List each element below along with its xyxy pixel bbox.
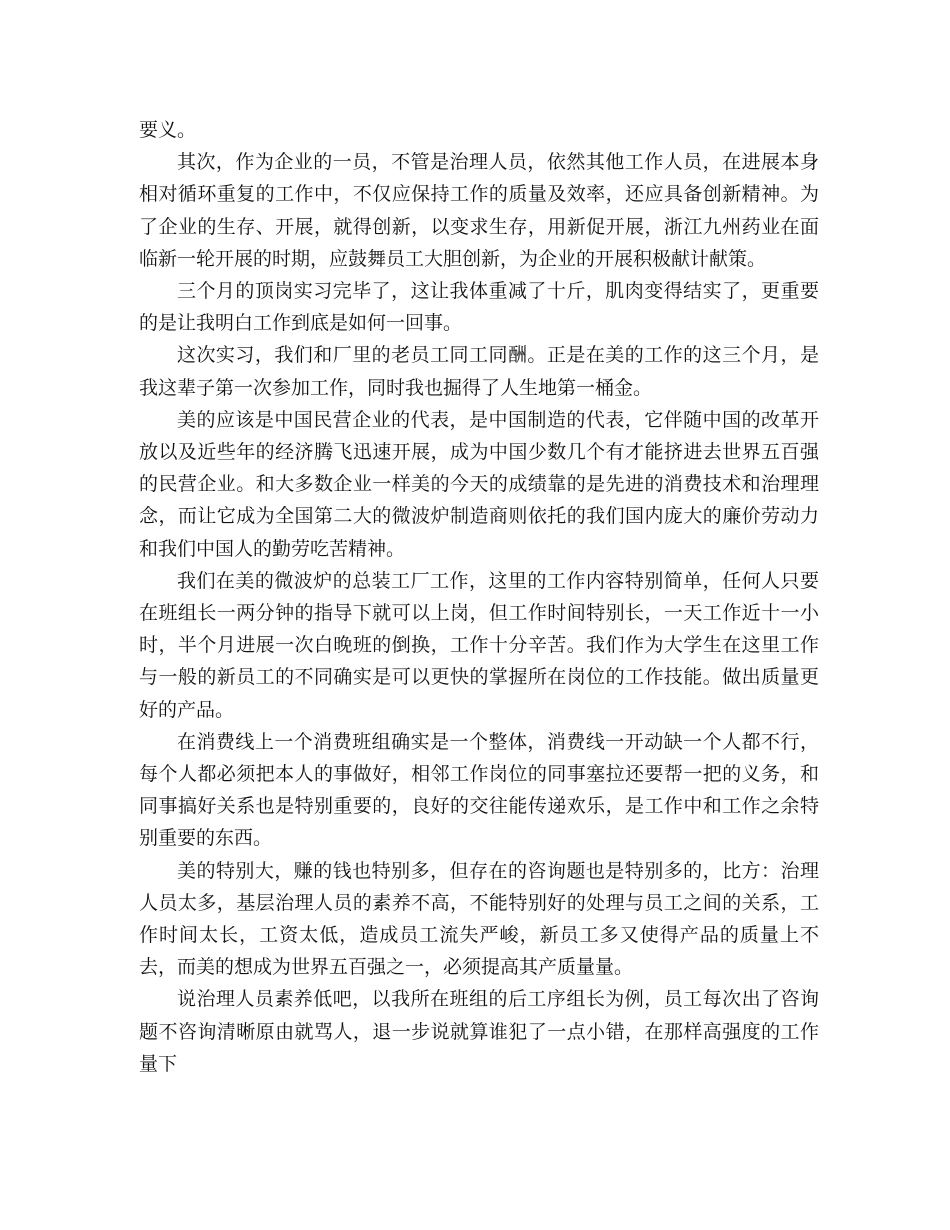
paragraph-6: 我们在美的微波炉的总装工厂工作，这里的工作内容特别简单，任何人只要在班组长一两分钟的指导下就可以上岗，但工作时间特别长，一天工作近十一小时，半个月进展一次白晚班的倒换，工作十分辛苦。我们作为大学生在这里工作与一般的新员工的不同确实是可以更快的掌握所在岗位的工作技能。做出质量更好的产品。 [139,569,819,721]
paragraph-7: 在消费线上一个消费班组确实是一个整体，消费线一开动缺一个人都不行，每个人都必须把本人的事做好，相邻工作岗位的同事塞拉还要帮一把的义务，和同事搞好关系也是特别重要的，良好的交往能传递欢乐，是工作中和工作之余特别重要的东西。 [139,730,819,850]
paragraph-8: 美的特别大，赚的钱也特别多，但存在的咨询题也是特别多的，比方：治理人员太多，基层治理人员的素养不高，不能特别好的处理与员工之间的关系，工作时间太长，工资太低，造成员工流失严峻，新员工多又使得产品的质量上不去，而美的想成为世界五百强之一，必须提高其产质量量。 [139,859,819,979]
paragraph-2: 其次，作为企业的一员，不管是治理人员，依然其他工作人员，在进展本身相对循环重复的工作中，不仅应保持工作的质量及效率，还应具备创新精神。为了企业的生存、开展，就得创新，以变求生存，用新促开展，浙江九州药业在面临新一轮开展的时期，应鼓舞员工大胆创新，为企业的开展积极献计献策。 [139,151,819,270]
paragraph-5: 美的应该是中国民营企业的代表，是中国制造的代表，它伴随中国的改革开放以及近些年的经济腾飞迅速开展，成为中国少数几个有才能挤进去世界五百强的民营企业。和大多数企业一样美的今天的成绩靠的是先进的消费技术和治理理念，而让它成为全国第二大的微波炉制造商则依托的我们国内庞大的廉价劳动力和我们中国人的勤劳吃苦精神。 [139,408,819,560]
paragraph-9: 说治理人员素养低吧，以我所在班组的后工序组长为例，员工每次出了咨询题不咨询清晰原由就骂人，退一步说就算谁犯了一点小错，在那样高强度的工作量下 [139,988,819,1075]
paragraph-1: 要义。 [139,119,197,141]
paragraph-3: 三个月的顶岗实习完毕了，这让我体重减了十斤，肌肉变得结实了，更重要的是让我明白工作到底是如何一回事。 [139,280,819,335]
document-body [139,114,819,1080]
paragraph-4: 这次实习，我们和厂里的老员工同工同酬。正是在美的工作的这三个月，是我这辈子第一次参加工作，同时我也掘得了人生地第一桶金。 [139,344,819,399]
